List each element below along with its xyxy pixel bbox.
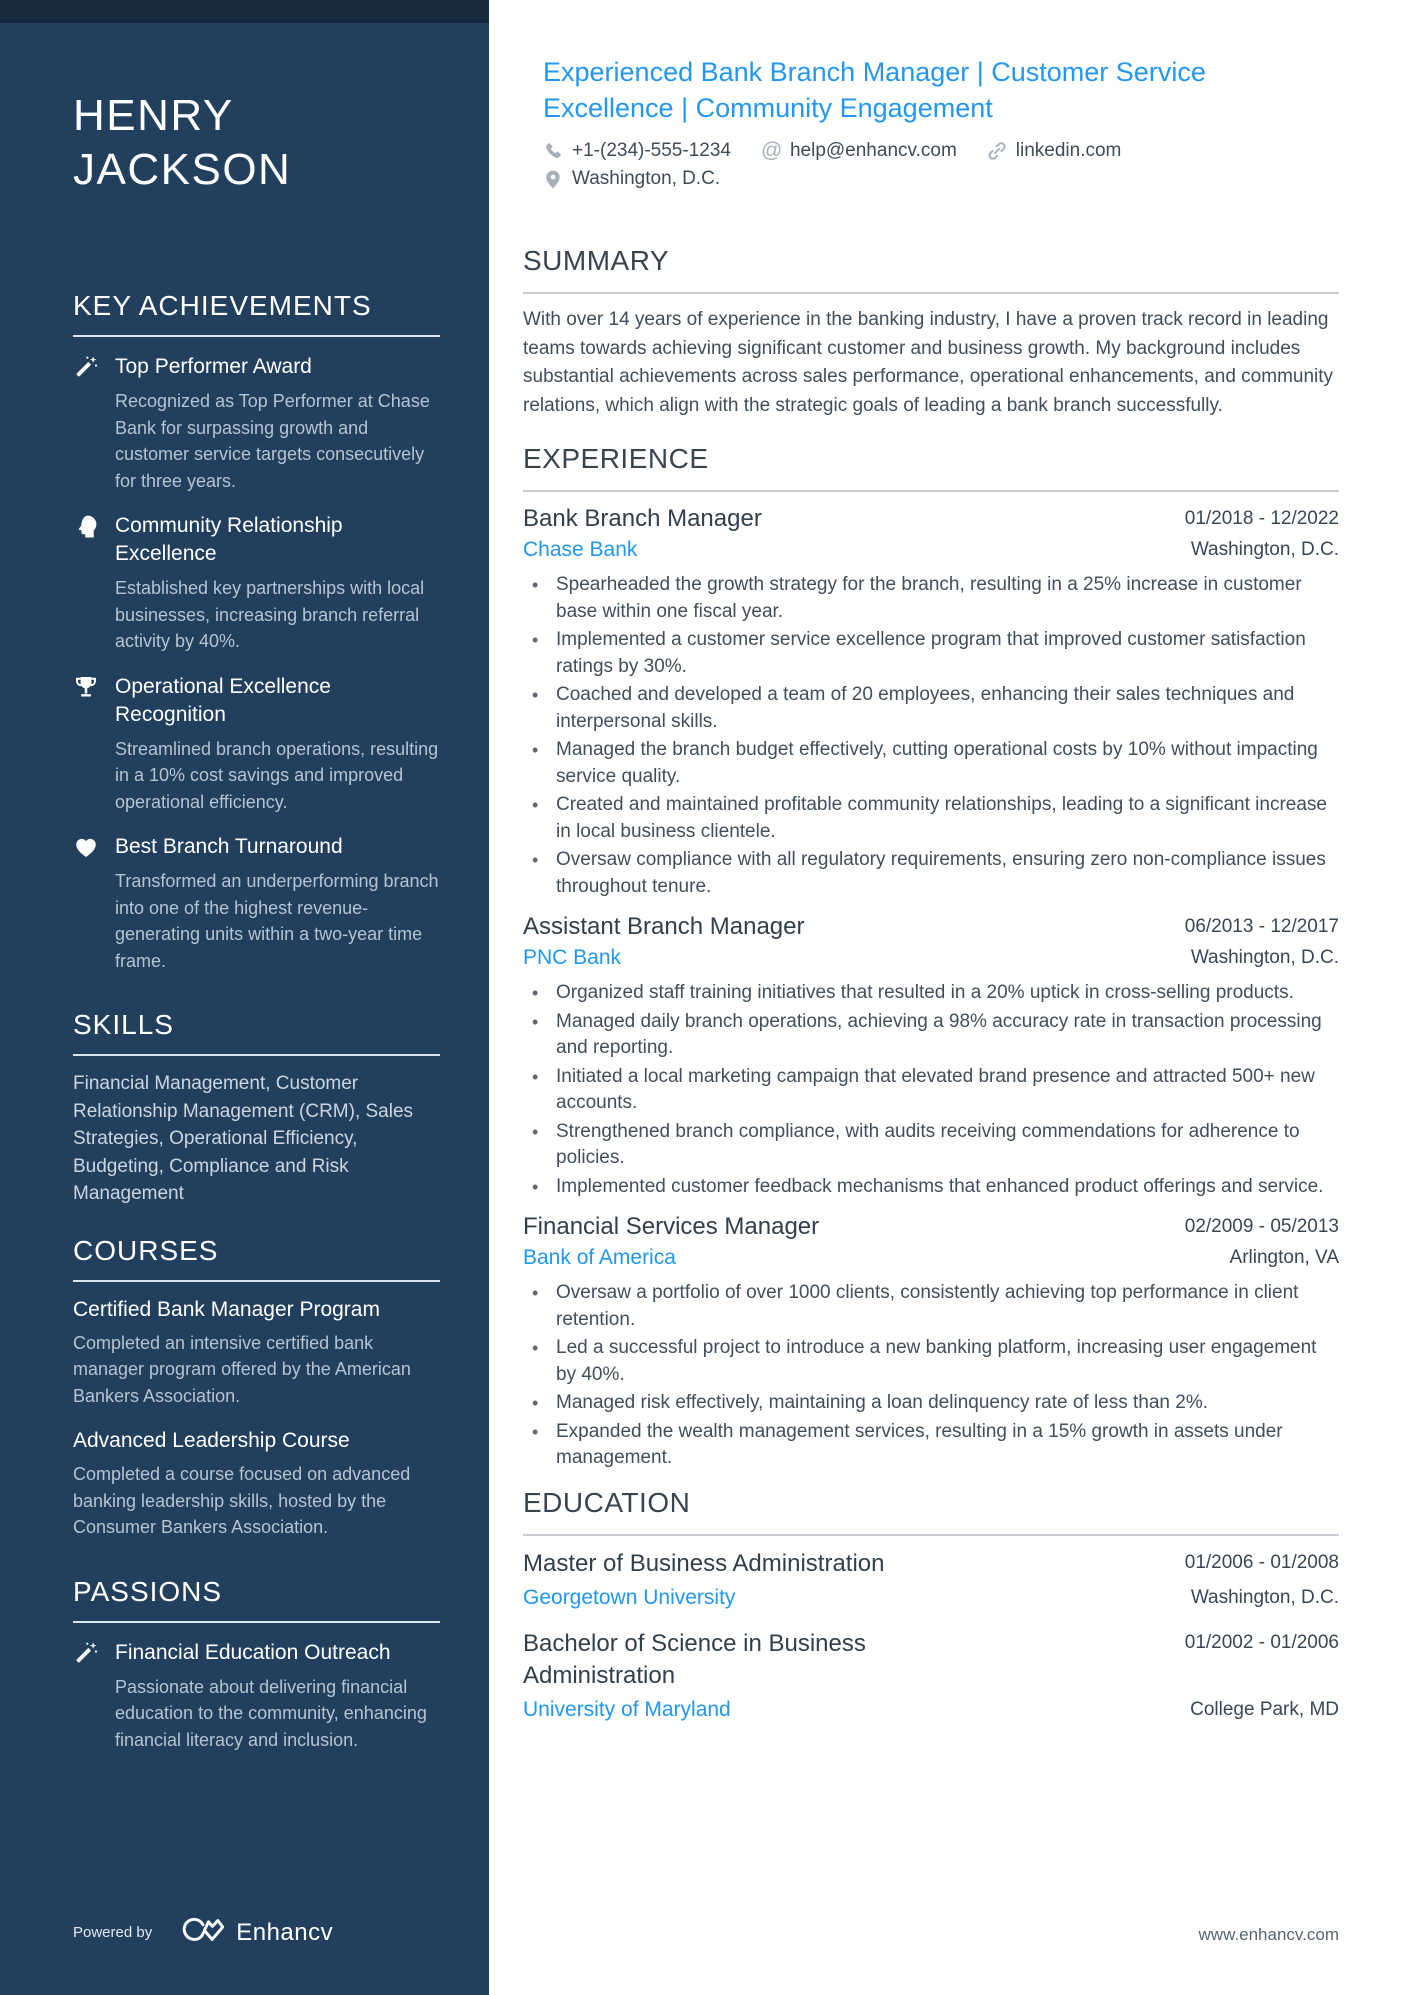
- job-bullet: • Organized staff training initiatives that resulted in a 20% uptick in cross-selling products.: [523, 980, 1339, 1007]
- course-description: Completed an intensive certified bank manager program offered by the American Bankers Association.: [73, 1332, 411, 1406]
- experience-entry: [523, 504, 1339, 900]
- degree-title: Bachelor of Science in Business Administration: [523, 1629, 866, 1689]
- education-heading: EDUCATION: [523, 1486, 1339, 1536]
- link-icon: [987, 141, 1007, 161]
- company-name: PNC Bank: [523, 946, 622, 969]
- enhancv-wordmark: Enhancv: [236, 1918, 334, 1946]
- job-bullet: • Managed daily branch operations, achieving a 98% accuracy rate in transaction processing and reporting.: [523, 1009, 1339, 1062]
- email-contact[interactable]: [761, 140, 957, 162]
- job-bullets: [523, 572, 1339, 900]
- job-bullet: • Spearheaded the growth strategy for the branch, resulting in a 25% increase in customer base within one fiscal year.: [523, 572, 1339, 625]
- job-bullet: • Implemented customer feedback mechanisms that enhanced product offerings and service.: [523, 1174, 1339, 1201]
- experience-heading: EXPERIENCE: [523, 442, 1339, 492]
- achievement-title: Community Relationship Excellence: [115, 514, 343, 565]
- passion-body: [115, 1639, 440, 1754]
- linkedin-contact[interactable]: [987, 140, 1122, 162]
- linkedin-url: linkedin.com: [1015, 140, 1122, 161]
- summary-heading: SUMMARY: [523, 244, 1339, 294]
- job-location: Washington, D.C.: [1190, 539, 1339, 560]
- email-address: help@enhancv.com: [789, 140, 957, 161]
- location-pin-icon: [543, 169, 563, 189]
- sidebar-footer: [73, 1914, 333, 1951]
- magic-wand-icon: [73, 354, 99, 380]
- job-bullet: • Coached and developed a team of 20 employees, enhancing their sales techniques and interpersonal skills.: [523, 682, 1339, 735]
- job-bullet: • Oversaw a portfolio of over 1000 clients, consistently achieving top performance in client retention.: [523, 1280, 1339, 1333]
- passion-description: Passionate about delivering financial education to the community, enhancing financial literacy and inclusion.: [115, 1676, 427, 1750]
- course-item: [73, 1296, 440, 1410]
- job-bullet: • Managed risk effectively, maintaining a loan delinquency rate of less than 2%.: [523, 1390, 1339, 1417]
- school-location: College Park, MD: [1190, 1698, 1339, 1720]
- course-title: Certified Bank Manager Program: [73, 1297, 380, 1321]
- experience-entry: [523, 1212, 1339, 1472]
- achievement-body: [115, 673, 440, 816]
- achievement-description: Recognized as Top Performer at Chase Bank for surpassing growth and customer service targets consecutively for three years.: [115, 391, 430, 491]
- job-bullet: • Strengthened branch compliance, with audits receiving commendations for adherence to policies.: [523, 1119, 1339, 1172]
- achievement-description: Streamlined branch operations, resulting in a 10% cost savings and improved operational efficiency.: [115, 738, 439, 812]
- job-bullet: • Led a successful project to introduce a new banking platform, increasing user engagement by 40%.: [523, 1335, 1339, 1388]
- job-bullet: • Managed the branch budget effectively, cutting operational costs by 10% without impacting service quality.: [523, 737, 1339, 790]
- skills-heading: SKILLS: [73, 1008, 440, 1056]
- course-title: Advanced Leadership Course: [73, 1429, 350, 1452]
- school-location: Washington, D.C.: [1190, 1586, 1339, 1608]
- achievement-body: [115, 833, 440, 974]
- achievement-description: Established key partnerships with local businesses, increasing branch referral activity by 40%.: [115, 578, 425, 651]
- job-bullet: • Oversaw compliance with all regulatory requirements, ensuring zero non-compliance issues throughout tenure.: [523, 847, 1339, 900]
- enhancv-brand[interactable]: [178, 1914, 333, 1951]
- candidate-name: HENRY JACKSON: [73, 91, 292, 194]
- company-name: Bank of America: [523, 1246, 676, 1269]
- job-location: Arlington, VA: [1229, 1247, 1339, 1268]
- achievement-title: Top Performer Award: [115, 355, 312, 378]
- degree-dates: 01/2002 - 01/2006: [1184, 1631, 1339, 1653]
- job-dates: 06/2013 - 12/2017: [1184, 916, 1339, 937]
- job-bullets: [523, 1280, 1339, 1472]
- achievement-item: [73, 353, 440, 494]
- key-achievements-heading: KEY ACHIEVEMENTS: [73, 289, 440, 337]
- magic-wand-icon: [73, 1640, 99, 1666]
- education-entry: [523, 1548, 1339, 1612]
- trophy-icon: [73, 674, 99, 700]
- job-bullet: • Created and maintained profitable community relationships, leading to a significant increase in local business clientele.: [523, 792, 1339, 845]
- job-dates: 02/2009 - 05/2013: [1184, 1216, 1339, 1237]
- school-name: University of Maryland: [523, 1697, 731, 1721]
- education-entry: [523, 1628, 1339, 1724]
- job-title: Financial Services Manager: [523, 1213, 820, 1240]
- passion-item: [73, 1639, 440, 1754]
- job-title: Bank Branch Manager: [523, 505, 762, 532]
- courses-heading: COURSES: [73, 1234, 440, 1282]
- sidebar: [0, 0, 489, 1995]
- degree-title: Master of Business Administration: [523, 1549, 885, 1577]
- skills-list: Financial Management, Customer Relationship Management (CRM), Sales Strategies, Operational Efficiency, Budgeting, Compliance and Risk Management: [73, 1073, 414, 1204]
- enhancv-logo: [178, 1914, 226, 1951]
- course-item: [73, 1427, 440, 1541]
- achievement-title: Best Branch Turnaround: [115, 835, 343, 858]
- achievement-item: [73, 673, 440, 816]
- person-head-icon: [73, 513, 99, 539]
- experience-entry: [523, 912, 1339, 1200]
- contact-row: [543, 140, 1163, 190]
- headline-title: Experienced Bank Branch Manager | Customer Service Excellence | Community Engagement: [543, 57, 1206, 123]
- resume-header: [543, 54, 1339, 190]
- achievement-body: [115, 353, 440, 494]
- achievement-title: Operational Excellence Recognition: [115, 674, 331, 726]
- heart-icon: [73, 834, 99, 860]
- job-bullet: • Initiated a local marketing campaign that elevated brand presence and attracted 500+ new accounts.: [523, 1064, 1339, 1117]
- achievement-item: [73, 512, 440, 655]
- job-bullets: [523, 980, 1339, 1200]
- phone-contact: [543, 140, 731, 162]
- achievement-body: [115, 512, 440, 655]
- phone-number: +1-(234)-555-1234: [572, 140, 731, 161]
- passions-heading: PASSIONS: [73, 1575, 440, 1623]
- job-location: Washington, D.C.: [1190, 947, 1339, 968]
- job-bullet: • Implemented a customer service excellence program that improved customer satisfaction ratings by 30%.: [523, 627, 1339, 680]
- achievement-description: Transformed an underperforming branch into one of the highest revenue-generating units within a two-year time frame.: [115, 871, 439, 971]
- school-name: Georgetown University: [523, 1585, 736, 1609]
- sidebar-top-accent-bar: [0, 0, 489, 23]
- company-name: Chase Bank: [523, 538, 638, 561]
- main-column: [489, 0, 1410, 1995]
- at-icon: @: [760, 139, 783, 162]
- location-contact: [543, 168, 720, 190]
- powered-by-label: Powered by: [73, 1924, 153, 1941]
- enhancv-url[interactable]: www.enhancv.com: [1198, 1925, 1339, 1944]
- job-dates: 01/2018 - 12/2022: [1184, 508, 1339, 529]
- summary-text: With over 14 years of experience in the banking industry, I have a proven track record in leading teams towards achieving significant customer and business growth. My background includes substantial achievements across sales performance, operational enhancements, and community relations, which align with the strategic goals of leading a bank branch successfully.: [523, 309, 1334, 416]
- degree-dates: 01/2006 - 01/2008: [1184, 1551, 1339, 1573]
- achievement-item: [73, 833, 440, 974]
- location-text: Washington, D.C.: [572, 168, 721, 189]
- course-description: Completed a course focused on advanced banking leadership skills, hosted by the Consumer Bankers Association.: [73, 1464, 411, 1537]
- job-bullet: • Expanded the wealth management services, resulting in a 15% growth in assets under management.: [523, 1419, 1339, 1472]
- passion-title: Financial Education Outreach: [115, 1640, 391, 1664]
- phone-icon: [543, 141, 563, 161]
- job-title: Assistant Branch Manager: [523, 913, 805, 940]
